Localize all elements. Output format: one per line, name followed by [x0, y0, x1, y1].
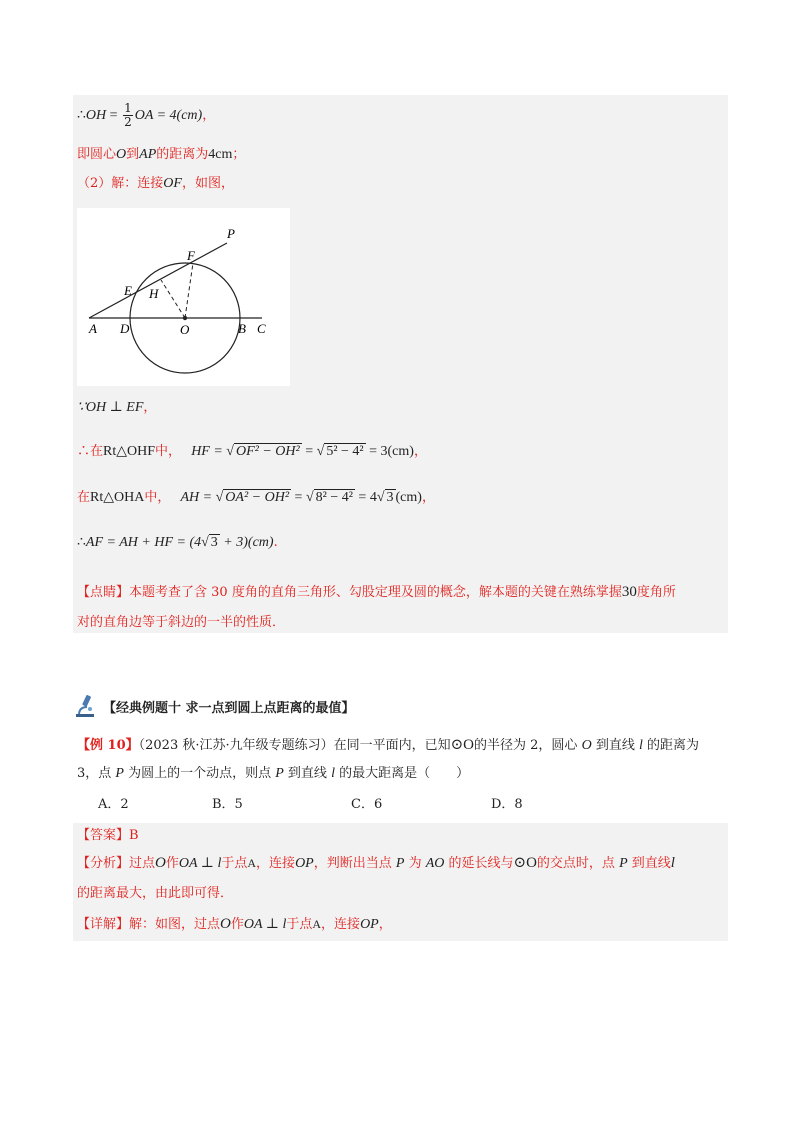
part-2-intro: （2）解：连接OF，如图， [77, 176, 234, 191]
heading-text: 【经典例题十 求一点到圆上点距离的最值】 [103, 700, 355, 716]
oh-equation: ∴OH = $\frac{1}{2}$ OA = 4(cm)， [77, 101, 216, 129]
choice-b[interactable]: B．5 [212, 797, 243, 812]
circle-diagram [77, 208, 290, 386]
choice-a[interactable]: A．2 [98, 797, 129, 812]
label-a: A [89, 321, 97, 336]
label-c: C [257, 321, 266, 336]
section-heading [73, 693, 355, 719]
segment-oh [161, 280, 185, 318]
label-b: B [238, 321, 246, 336]
answer-line: 【答案】B [77, 828, 139, 843]
perpendicular-statement: ∵OH ⊥ EF， [77, 400, 157, 415]
label-o: O [180, 322, 190, 337]
label-h: H [149, 286, 159, 301]
comment-line-2: 对的直角边等于斜边的一半的性质． [77, 615, 286, 630]
label-f: F [187, 248, 195, 263]
af-equation: ∴AF = AH + HF = (4√ 3 + 3)(cm). [77, 535, 278, 550]
question-line-1: 【例 10】（2023 秋·江苏·九年级专题练习）在同一平面内，已知⊙O的半径为 2，圆心 O 到直线 l 的距离为 [77, 737, 699, 753]
analysis-line-2: 的距离最大，由此即可得． [77, 886, 234, 901]
distance-statement: 即圆心O到AP的距离为4cm； [77, 147, 246, 162]
label-e: E [124, 283, 132, 298]
choice-c[interactable]: C．6 [351, 797, 383, 812]
segment-of [185, 263, 193, 318]
question-line-2: 3，点 P 为圆上的一个动点，则点 P 到直线 l 的最大距离是（ ） [77, 766, 470, 781]
point-o [183, 316, 187, 320]
geometry-figure [77, 208, 290, 386]
label-p: P [227, 226, 235, 241]
ah-equation: 在Rt△OHA中， AH = √ OA² − OH² = √ 8² − 4² = 4√ 3 (cm)， [77, 490, 435, 505]
analysis-line-1: 【分析】过点O作OA ⊥ l于点A，连接OP，判断出当点 P 为 AO 的延长线与⊙O的交点时，点 P 到直线l [77, 855, 675, 871]
hf-equation: ∴在Rt△OHF中， HF = √ OF² − OH² = √ 5² − 4² = 3(cm)， [77, 444, 427, 459]
microscope-icon [73, 693, 99, 719]
line-ap [89, 243, 227, 318]
comment-line-1: 【点睛】本题考查了含 30 度角的直角三角形、勾股定理及圆的概念，解本题的关键在熟练掌握30度角所 [77, 584, 676, 600]
choice-d[interactable]: D．8 [491, 797, 523, 812]
label-d: D [120, 321, 130, 336]
detail-line: 【详解】解：如图，过点O作OA ⊥ l于点A，连接OP， [77, 916, 392, 932]
